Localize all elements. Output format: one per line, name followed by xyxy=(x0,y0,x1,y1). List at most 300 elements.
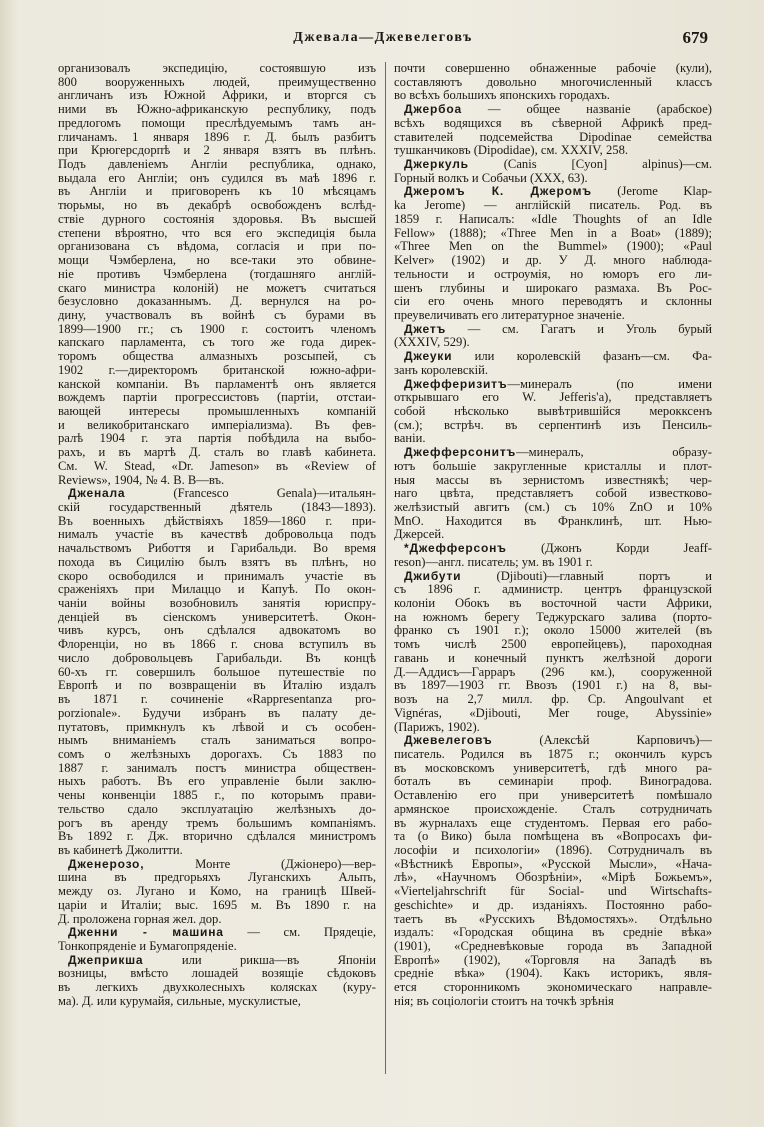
line-text: томъ числѣ 2500 европейцевъ), пароходная xyxy=(394,638,712,652)
line-text: Kelver» (1902) и др. У Д. много наблюда- xyxy=(394,254,712,268)
line-text: MnO. Находится въ Франклинѣ, шт. Нью- xyxy=(394,514,712,528)
text-line xyxy=(394,62,712,76)
text-line xyxy=(394,775,712,789)
line-text: мощи Чэмберлена, но все-таки это обвине- xyxy=(58,254,376,268)
line-text: съ 1896 г. администр. центръ французской xyxy=(394,583,712,597)
text-line xyxy=(394,158,712,172)
line-text: при Крюгерсдорпѣ и 2 января взятъ въ плѣнъ. xyxy=(58,144,376,158)
line-text: Д.—Аддисъ—Гарраръ (296 км.), сооруженной xyxy=(394,665,712,679)
line-text: лософіи и психологіи» (1896). Сотрудничалъ въ xyxy=(394,843,712,857)
text-line xyxy=(58,378,376,392)
text-line xyxy=(394,789,712,803)
text-line xyxy=(58,89,376,103)
text-line xyxy=(58,117,376,131)
line-text: предлогомъ помощи преслѣдуемымъ тамъ ан- xyxy=(58,116,376,130)
text-line xyxy=(58,570,376,584)
line-text: Въ военныхъ дѣйствіяхъ 1859—1860 г. при- xyxy=(58,514,376,528)
article-headword: Джибути xyxy=(404,569,462,583)
text-line xyxy=(394,185,712,199)
line-text: См. W. Stead, «Dr. Jameson» въ «Review of xyxy=(58,459,376,473)
text-line xyxy=(394,474,712,488)
article-entry xyxy=(394,542,712,569)
line-text: 1902 г.—директоромъ британской южно-афри- xyxy=(58,363,376,377)
text-line xyxy=(58,405,376,419)
line-text: Въ 1892 г. Дж. вторично сдѣлался министромъ xyxy=(58,830,376,844)
line-text: дину, участвовалъ въ войнѣ съ бурами въ xyxy=(58,308,376,322)
line-text: средніе вѣка» (1904). Какъ историкъ, явля- xyxy=(394,967,712,981)
text-line xyxy=(58,707,376,721)
line-text: собой нѣсколько вывѣтрившійся мерокксенъ xyxy=(394,404,712,418)
text-line xyxy=(58,721,376,735)
text-line xyxy=(394,144,712,158)
text-line xyxy=(394,268,712,282)
page-number: 679 xyxy=(682,28,708,47)
line-text: возъ на 2,7 милл. фр. Ср. Angoulvant et xyxy=(394,693,712,707)
line-text: сіи его очень много переводятъ и склонны xyxy=(394,295,712,309)
line-text: сраженіяхъ при Милаццо и Капуѣ. По окон- xyxy=(58,583,376,597)
line-text: Европѣ и по возвращеніи въ Италію издалъ xyxy=(58,679,376,693)
article-headword: *Джефферсонъ xyxy=(404,542,507,556)
line-text: гличанамъ. 1 января 1896 г. Д. былъ разбитъ xyxy=(58,130,376,144)
text-line xyxy=(394,295,712,309)
column-divider xyxy=(385,62,386,1074)
text-line xyxy=(394,131,712,145)
text-line xyxy=(394,515,712,529)
text-line xyxy=(394,899,712,913)
text-line xyxy=(58,240,376,254)
text-line xyxy=(58,144,376,158)
article-entry xyxy=(394,158,712,185)
line-text: въ московскомъ университетѣ, гдѣ много ра- xyxy=(394,761,712,775)
line-text: ныя массы въ зернистомъ известнякѣ; чер- xyxy=(394,473,712,487)
line-text: степени вѣроятно, что вся его экспедиція была xyxy=(58,226,376,240)
line-text: боталъ въ семинаріи проф. Виноградова. xyxy=(394,775,712,789)
line-text: (Francesco Genala)—итальян- xyxy=(125,487,376,501)
text-line xyxy=(58,597,376,611)
text-line xyxy=(394,405,712,419)
text-line xyxy=(394,611,712,625)
line-text: — см. Гагатъ и Уголь бурый xyxy=(446,322,712,336)
right-column xyxy=(394,62,712,1009)
article-headword: Джефферсонитъ xyxy=(404,446,517,460)
text-line xyxy=(58,213,376,227)
line-text: —минералъ (по имени xyxy=(507,377,712,391)
text-line xyxy=(394,926,712,940)
text-line xyxy=(394,487,712,501)
text-line xyxy=(58,185,376,199)
line-text: чены конвенціи 1885 г., по которымъ прави- xyxy=(58,789,376,803)
text-line xyxy=(394,817,712,831)
text-line xyxy=(58,583,376,597)
text-line xyxy=(394,913,712,927)
text-line xyxy=(58,350,376,364)
text-line xyxy=(58,954,376,968)
text-line xyxy=(58,775,376,789)
text-line xyxy=(58,336,376,350)
text-line xyxy=(394,378,712,392)
line-text: писатель. Родился въ 1875 г.; окончилъ курсъ xyxy=(394,747,712,761)
line-text: торомъ общества алмазныхъ розсыпей, съ xyxy=(58,350,376,364)
text-line xyxy=(394,350,712,364)
text-line xyxy=(394,940,712,954)
line-text: скоро освободился и принималъ участіе въ xyxy=(58,569,376,583)
line-text: гавань и конечный пунктъ желѣзной дороги xyxy=(394,651,712,665)
text-line xyxy=(394,213,712,227)
text-line xyxy=(394,117,712,131)
line-text: ствіе дурного состоянія здоровья. Въ высшей xyxy=(58,212,376,226)
line-text: царіи и Италіи; выс. 1695 м. Въ 1890 г. на xyxy=(58,898,376,912)
line-text: или королевскій фазанъ—см. Фа- xyxy=(452,350,712,364)
article-entry xyxy=(394,570,712,735)
article-entry xyxy=(394,350,712,377)
text-line xyxy=(394,954,712,968)
article-entry xyxy=(394,103,712,158)
text-line xyxy=(58,885,376,899)
text-line xyxy=(58,515,376,529)
line-text: открывшаго его W. Jefferis'a), представляетъ xyxy=(394,391,712,405)
line-text: Джерсей. xyxy=(394,528,445,542)
text-line xyxy=(58,501,376,515)
article-entry xyxy=(58,858,376,927)
text-line xyxy=(58,62,376,76)
text-line xyxy=(394,199,712,213)
line-text: въ Англіи и приговоренъ къ 10 мѣсяцамъ xyxy=(58,185,376,199)
line-text: армянское происхожденіе. Сталъ сотрудничать xyxy=(394,802,712,816)
text-line xyxy=(394,364,712,378)
line-text: Vignéras, «Djibouti, Mer rouge, Abyssinie» xyxy=(394,706,712,720)
article-continuation xyxy=(394,62,712,103)
text-line xyxy=(394,748,712,762)
line-text: reson)—англ. писатель; ум. въ 1901 г. xyxy=(394,555,593,569)
text-line xyxy=(394,858,712,872)
text-line xyxy=(58,734,376,748)
line-text: (Djibouti)—главный портъ и xyxy=(461,569,712,583)
line-text: почти совершенно обнаженные рабочіе (кули), xyxy=(394,62,712,75)
line-text: безусловно доказаннымъ. Д. вернулся на ро- xyxy=(58,295,376,309)
article-entry xyxy=(58,954,376,1009)
line-text: вающей интересы промышленныхъ компаній xyxy=(58,404,376,418)
line-text: ется сторонникомъ экономическаго направле- xyxy=(394,981,712,995)
text-line xyxy=(58,638,376,652)
line-text: въ журналахъ еще студентомъ. Первая его рабо- xyxy=(394,816,712,830)
text-line xyxy=(394,76,712,90)
line-text: Тонкопряденіе и Бумагопряденіе. xyxy=(58,940,237,953)
text-line xyxy=(58,871,376,885)
text-line xyxy=(58,803,376,817)
text-line xyxy=(58,295,376,309)
line-text: франко съ 1901 г.); около 15000 жителей (въ xyxy=(394,624,712,638)
text-line xyxy=(58,432,376,446)
line-text: издалъ: «Городская община въ средніе вѣка» xyxy=(394,926,712,940)
text-line xyxy=(394,570,712,584)
line-text: нія; въ соціологіи стоитъ на точкѣ зрѣнія xyxy=(394,994,614,1008)
line-text: денціей въ сіенскомъ университетѣ. Окон- xyxy=(58,610,376,624)
text-line xyxy=(394,693,712,707)
article-entry xyxy=(394,446,712,542)
left-column xyxy=(58,62,376,1009)
text-line xyxy=(394,419,712,433)
line-text: рахъ, и въ мартѣ Д. сталъ во главѣ кабинета. xyxy=(58,446,376,460)
text-line xyxy=(58,789,376,803)
line-text: Fellow» (1888); «Three Men in a Boat» (1889); xyxy=(394,226,712,240)
text-line xyxy=(394,556,712,570)
line-text: (1901), «Средневѣковые города въ Западной xyxy=(394,940,712,953)
text-line xyxy=(58,419,376,433)
text-line xyxy=(394,871,712,885)
text-line xyxy=(394,803,712,817)
text-line xyxy=(58,76,376,90)
line-text: ними въ Южно-африканскую республику, подъ xyxy=(58,103,376,117)
line-text: —минералъ, образу- xyxy=(516,446,712,460)
article-headword: Джеприкша xyxy=(68,953,144,967)
line-text: путатовъ, примкнулъ къ лѣвой и съ особен- xyxy=(58,720,376,734)
line-text: «Three Men on the Bummel» (1900); «Paul xyxy=(394,240,712,254)
text-line xyxy=(394,583,712,597)
text-line xyxy=(394,721,712,735)
line-text: ka Jerome) — англійскій писатель. Род. въ xyxy=(394,199,712,213)
line-text: скаго министра колоній) не можетъ считаться xyxy=(58,281,376,295)
text-line xyxy=(58,131,376,145)
text-line xyxy=(394,995,712,1009)
text-line xyxy=(394,336,712,350)
line-text: Оставленію его при университетѣ помѣшало xyxy=(394,789,712,803)
line-text: выдала его Англіи; онъ судился въ маѣ 1896 г. xyxy=(58,171,376,185)
text-line xyxy=(58,556,376,570)
text-line xyxy=(394,528,712,542)
line-text: нималъ участіе въ качествѣ добровольца подъ xyxy=(58,528,376,542)
text-line xyxy=(394,542,712,556)
text-line xyxy=(58,899,376,913)
text-line xyxy=(394,446,712,460)
text-line xyxy=(58,158,376,172)
text-line xyxy=(58,817,376,831)
line-text: ралѣ 1904 г. эта партія побѣдила на выбо- xyxy=(58,432,376,446)
text-line xyxy=(394,172,712,186)
article-headword: Джеромъ К. Джеромъ xyxy=(404,185,592,199)
line-text: колоніи Обокъ въ восточной части Африки, xyxy=(394,597,712,611)
line-text: (Джонъ Корди Jeaff- xyxy=(506,542,712,556)
line-text: (Canis [Cyon] alpinus)—см. xyxy=(468,158,712,172)
text-line xyxy=(58,103,376,117)
text-line xyxy=(58,748,376,762)
line-text: «Vierteljahrschrift für Social- und Wirtschafts- xyxy=(394,885,712,899)
text-line xyxy=(58,282,376,296)
line-text: занъ королевскій. xyxy=(394,363,489,377)
text-line xyxy=(58,254,376,268)
text-line xyxy=(58,844,376,858)
text-line xyxy=(58,542,376,556)
text-line xyxy=(58,693,376,707)
article-headword: Дженерозо, xyxy=(68,857,145,871)
line-text: 60-хъ гг. совершилъ большое путешествіе по xyxy=(58,665,376,679)
line-text: тельство сдало эксплуатацію желѣзныхъ до- xyxy=(58,802,376,816)
text-line xyxy=(394,734,712,748)
line-text: 800 вооруженныхъ людей, преимущественно xyxy=(58,75,376,89)
line-text: сомъ о желѣзныхъ дорогахъ. Съ 1883 по xyxy=(58,747,376,761)
line-text: рогъ въ аренду тремъ большимъ компаніямъ. xyxy=(58,816,376,830)
line-text: ваніи. xyxy=(394,432,426,446)
article-headword: Джеркуль xyxy=(404,158,469,172)
line-text: 1859 г. Написалъ: «Idle Thoughts of an Idle xyxy=(394,212,712,226)
line-text: шенъ глубины и широкаго размаха. Въ Рос- xyxy=(394,281,712,295)
line-text: на южномъ берегу Теджурскаго залива (порто- xyxy=(394,610,712,624)
line-text: вождемъ партіи прогрессистовъ (партіи, отстаи- xyxy=(58,391,376,405)
line-text: между оз. Лугано и Комо, на границѣ Швей- xyxy=(58,885,376,899)
text-line xyxy=(394,652,712,666)
line-text: шина въ предгорьяхъ Луганскихъ Альпъ, xyxy=(58,871,376,885)
line-text: Д. проложена горная жел. дор. xyxy=(58,912,222,926)
line-text: или рикша—въ Японіи xyxy=(143,953,376,967)
line-text: капскаго парламента, съ того же года дирек- xyxy=(58,336,376,350)
line-text: ма). Д. или курумайя, сильные, мускулистые, xyxy=(58,994,301,1008)
line-text: составляютъ довольно многочисленный классъ xyxy=(394,75,712,89)
text-line xyxy=(58,474,376,488)
article-entry xyxy=(394,323,712,350)
article-entry xyxy=(394,185,712,322)
text-line xyxy=(58,981,376,995)
text-line xyxy=(58,172,376,186)
text-line xyxy=(394,666,712,680)
text-line xyxy=(394,432,712,446)
text-line xyxy=(58,487,376,501)
article-headword: Дженни - машина xyxy=(68,926,224,940)
text-line xyxy=(58,830,376,844)
line-text: Монте (Джіонеро)—вер- xyxy=(144,857,376,871)
line-text: geschichte» и др. изданіяхъ. Постоянно рабо- xyxy=(394,898,712,912)
line-text: въ 1871 г. сочиненіе «Rappresentanza pro- xyxy=(58,693,376,707)
text-line xyxy=(58,995,376,1009)
line-text: тельности и остроумія, но юморъ его ли- xyxy=(394,267,712,281)
running-header xyxy=(58,30,708,52)
text-line xyxy=(58,460,376,474)
text-line xyxy=(58,652,376,666)
line-text: (Парижъ, 1902). xyxy=(394,720,480,734)
text-line xyxy=(58,762,376,776)
header-title: Джевала—Джевелеговъ xyxy=(293,30,473,45)
line-text: во всѣхъ большихъ японскихъ городахъ. xyxy=(394,89,610,103)
text-line xyxy=(394,501,712,515)
line-text: чаніи войны возобновилъ занятія юриспру- xyxy=(58,597,376,611)
text-line xyxy=(58,624,376,638)
text-line xyxy=(394,830,712,844)
text-line xyxy=(394,282,712,296)
line-text: та (о Вико) была помѣщена въ «Вопросахъ фи- xyxy=(394,830,712,844)
line-text: организовалъ экспедицію, состоявшую изъ xyxy=(58,62,376,75)
text-line xyxy=(58,268,376,282)
text-line xyxy=(58,967,376,981)
line-text: 1899—1900 гг.; съ 1900 г. состоитъ членомъ xyxy=(58,322,376,336)
line-text: porzionale». Будучи избранъ въ палату де- xyxy=(58,706,376,720)
line-text: въ кабинетѣ Джолитти. xyxy=(58,843,183,857)
article-headword: Джевелеговъ xyxy=(404,734,493,748)
line-text: нымъ вниманіемъ сталъ заниматься вопро- xyxy=(58,734,376,748)
line-text: организована съ вѣдома, согласія и при по- xyxy=(58,240,376,254)
line-text: Подъ давленіемъ Англіи республика, однако, xyxy=(58,158,376,172)
text-line xyxy=(394,844,712,858)
line-text: тушканчиковъ (Dipodidae), см. XXXIV, 258. xyxy=(394,144,629,158)
line-text: «Вѣстникѣ Европы», «Русской Мысли», «Нача- xyxy=(394,857,712,871)
text-line xyxy=(394,762,712,776)
line-text: Горный волкъ и Собачьи (XXX, 63). xyxy=(394,171,588,185)
line-text: число добровольцевъ Гарибальди. Въ концѣ xyxy=(58,651,376,665)
line-text: ставителей подсемейства Dipodinae семейства xyxy=(394,130,712,144)
line-text: (см.); встрѣч. въ серпентинѣ изъ Пенсиль- xyxy=(394,418,712,432)
line-text: въ 1897—1903 гг. Ввозъ (1901 г.) на 8, вы- xyxy=(394,679,712,693)
line-text: преувеличивать его литературное значеніе. xyxy=(394,308,625,322)
line-text: таетъ въ «Русскихъ Вѣдомостяхъ». Отдѣльно xyxy=(394,912,712,926)
line-text: англичанъ изъ Южной Африки, и вторгся съ xyxy=(58,89,376,103)
article-headword: Джефферизитъ xyxy=(404,377,508,391)
line-text: — см. Прядеціе, xyxy=(223,926,376,940)
text-line xyxy=(58,446,376,460)
text-line xyxy=(394,254,712,268)
text-line xyxy=(58,227,376,241)
text-line xyxy=(394,309,712,323)
text-line xyxy=(58,528,376,542)
article-headword: Джербоа xyxy=(404,103,462,117)
article-headword: Дженала xyxy=(68,487,126,501)
line-text: ніе противъ Чэмберлена (тогдашняго англій- xyxy=(58,267,376,281)
article-headword: Джеуки xyxy=(404,350,453,364)
line-text: (XXXIV, 529). xyxy=(394,336,470,350)
line-text: лѣ», «Научномъ Обозрѣніи», «Мірѣ Божьемъ», xyxy=(394,871,712,885)
line-text: 1887 г. занималъ постъ министра обществен- xyxy=(58,761,376,775)
line-text: (Jerome Klap- xyxy=(591,185,712,199)
line-text: чивъ курсъ, онъ сдѣлался адвокатомъ во xyxy=(58,624,376,638)
text-line xyxy=(58,323,376,337)
text-line xyxy=(394,679,712,693)
text-line xyxy=(394,103,712,117)
text-line xyxy=(394,460,712,474)
article-headword: Джетъ xyxy=(404,322,447,336)
article-entry xyxy=(58,926,376,953)
line-text: и великобританскаго имперіализма). Въ фев- xyxy=(58,418,376,432)
text-line xyxy=(394,707,712,721)
line-text: Флоренціи, но въ 1866 г. снова вступилъ въ xyxy=(58,638,376,652)
text-line xyxy=(394,240,712,254)
text-line xyxy=(58,391,376,405)
text-line xyxy=(394,981,712,995)
line-text: тюрьмы, но въ декабрѣ освобожденъ вслѣд- xyxy=(58,199,376,213)
text-line xyxy=(58,913,376,927)
line-text: (Алексѣй Карповичъ)— xyxy=(492,734,712,748)
line-text: канской компаніи. Въ парламентѣ онъ является xyxy=(58,377,376,391)
line-text: скій государственный дѣятель (1843—1893). xyxy=(58,501,376,514)
article-entry xyxy=(58,487,376,857)
line-text: похода въ Сицилію былъ взятъ въ плѣнъ, но xyxy=(58,555,376,569)
line-text: начальствомъ Рибоття и Гарибальди. Во время xyxy=(58,542,376,556)
article-entry xyxy=(394,734,712,1008)
text-line xyxy=(394,597,712,611)
text-line xyxy=(394,391,712,405)
text-line xyxy=(394,885,712,899)
text-line xyxy=(58,309,376,323)
line-text: всѣхъ водящихся въ сѣверной Африкѣ пред- xyxy=(394,116,712,130)
text-line xyxy=(58,666,376,680)
article-continuation xyxy=(58,62,376,487)
line-text: Reviews», 1904, № 4. В. В—въ. xyxy=(58,473,225,487)
text-line xyxy=(58,611,376,625)
line-text: ютъ большіе закругленные кристаллы и плот- xyxy=(394,459,712,473)
text-line xyxy=(58,926,376,940)
text-line xyxy=(394,89,712,103)
text-line xyxy=(394,323,712,337)
line-text: ныхъ работъ. Въ его управленіе были заклю- xyxy=(58,775,376,789)
article-entry xyxy=(394,378,712,447)
text-line xyxy=(58,940,376,954)
line-text: возницы, вмѣсто лошадей возящіе сѣдоковъ xyxy=(58,967,376,981)
text-line xyxy=(58,364,376,378)
